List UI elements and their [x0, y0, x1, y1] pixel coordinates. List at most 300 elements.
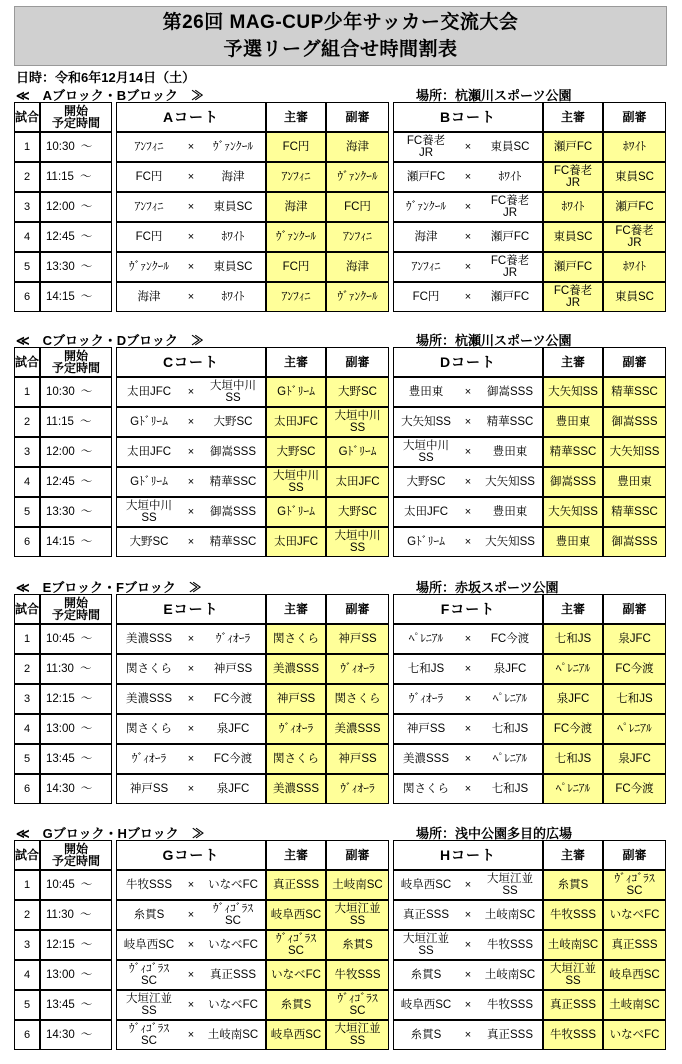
time-tilde: ～ — [80, 536, 93, 548]
match-pairing — [393, 930, 543, 960]
home-team: 大垣中川 SS — [403, 440, 449, 464]
match-number: 2 — [14, 654, 40, 684]
away-team: 東員SC — [213, 261, 253, 273]
away-team: 精華SSC — [209, 476, 257, 488]
referee-header: 主審 — [266, 594, 326, 624]
away-team: いなべFC — [208, 939, 258, 951]
match-pairing — [393, 222, 543, 252]
versus-mark: × — [464, 291, 472, 303]
assistant-referee-team: 大矢知SS — [603, 437, 666, 467]
versus-mark: × — [187, 201, 195, 213]
referee-team: 太田JFC — [266, 407, 326, 437]
time-tilde: ～ — [79, 909, 92, 921]
referee-team: 真正SSS — [266, 870, 326, 900]
away-team: いなべFC — [208, 879, 258, 891]
time-tilde: ～ — [80, 939, 93, 951]
referee-header: 主審 — [543, 594, 603, 624]
versus-mark: × — [464, 663, 472, 675]
referee-team: 大垣中川 SS — [266, 467, 326, 497]
referee-team: 豊田東 — [543, 407, 603, 437]
venue-label: 場所：杭瀬川スポーツ公園 — [416, 88, 572, 103]
assistant-referee-team: 瀬戸FC — [603, 192, 666, 222]
match-number-header: 試合 — [14, 102, 40, 132]
match-pairing — [116, 192, 266, 222]
time-value: 14:30 — [46, 1029, 75, 1041]
referee-team: ﾍﾟﾚﾆｱﾙ — [543, 654, 603, 684]
match-number: 5 — [14, 497, 40, 527]
assistant-referee-team: ｱﾝﾌｨﾆ — [326, 222, 389, 252]
assistant-referee-team: FC円 — [326, 192, 389, 222]
referee-team: 豊田東 — [543, 527, 603, 557]
home-team: 大野SC — [129, 536, 169, 548]
match-pairing — [116, 132, 266, 162]
assistant-referee-team: ｳﾞｧﾝｸｰﾙ — [326, 282, 389, 312]
versus-mark: × — [187, 693, 195, 705]
venue-label: 場所：杭瀬川スポーツ公園 — [416, 333, 572, 348]
time-value: 11:15 — [46, 171, 74, 183]
match-number: 6 — [14, 1020, 40, 1050]
time-tilde: ～ — [80, 633, 93, 645]
block-section — [14, 822, 668, 1050]
match-pairing — [116, 282, 266, 312]
assistant-referee-team: 神戸SS — [326, 744, 389, 774]
assistant-referee-header: 副審 — [326, 840, 389, 870]
match-pairing — [393, 132, 543, 162]
home-team: FC円 — [135, 171, 163, 183]
referee-team: 糸貫S — [266, 990, 326, 1020]
page-subtitle: 予選リーグ組合せ時間割表 — [223, 39, 458, 60]
match-pairing — [393, 282, 543, 312]
away-team: 御嵩SSS — [209, 446, 256, 458]
time-value: 11:15 — [46, 416, 74, 428]
match-number: 2 — [14, 900, 40, 930]
start-time — [40, 930, 112, 960]
time-tilde: ～ — [80, 291, 93, 303]
away-team: 大垣中川 SS — [210, 380, 256, 404]
versus-mark: × — [187, 476, 195, 488]
versus-mark: × — [464, 416, 472, 428]
start-time — [40, 654, 112, 684]
match-number: 5 — [14, 252, 40, 282]
home-team: 海津 — [137, 291, 161, 303]
versus-mark: × — [464, 723, 472, 735]
referee-team: ﾎﾜｲﾄ — [543, 192, 603, 222]
assistant-referee-team: ｳﾞｨｺﾞﾗｽ SC — [603, 870, 666, 900]
block-label: ≪ Gブロック・Hブロック ≫ — [16, 826, 205, 841]
referee-team: FC円 — [266, 252, 326, 282]
home-team: 太田JFC — [126, 386, 172, 398]
match-pairing — [116, 714, 266, 744]
match-pairing — [116, 437, 266, 467]
schedule-table — [14, 594, 668, 804]
match-pairing — [393, 407, 543, 437]
start-time — [40, 684, 112, 714]
home-team: 太田JFC — [403, 506, 449, 518]
assistant-referee-team: 泉JFC — [603, 744, 666, 774]
court-2-header: Fコート — [393, 594, 543, 624]
match-pairing — [393, 870, 543, 900]
home-team: 瀬戸FC — [406, 171, 446, 183]
match-number: 5 — [14, 744, 40, 774]
time-value: 10:45 — [46, 879, 75, 891]
referee-team: Gﾄﾞﾘｰﾑ — [266, 497, 326, 527]
versus-mark: × — [464, 783, 472, 795]
time-tilde: ～ — [79, 416, 92, 428]
referee-team: 東員SC — [543, 222, 603, 252]
referee-team: 土岐南SC — [543, 930, 603, 960]
time-value: 13:00 — [46, 969, 75, 981]
away-team: 御嵩SSS — [486, 386, 533, 398]
referee-team: FC養老 JR — [543, 282, 603, 312]
home-team: 糸貫S — [410, 1029, 442, 1041]
match-number-header: 試合 — [14, 840, 40, 870]
block-label: ≪ Aブロック・Bブロック ≫ — [16, 88, 204, 103]
start-time — [40, 222, 112, 252]
versus-mark: × — [187, 969, 195, 981]
match-pairing — [116, 960, 266, 990]
schedule-table — [14, 102, 668, 312]
court-1-header: Gコート — [116, 840, 266, 870]
versus-mark: × — [187, 909, 195, 921]
versus-mark: × — [464, 201, 472, 213]
away-team: FC養老 JR — [490, 195, 530, 219]
home-team: 真正SSS — [402, 909, 449, 921]
section-header — [14, 329, 668, 347]
match-pairing — [393, 714, 543, 744]
versus-mark: × — [464, 446, 472, 458]
time-value: 13:00 — [46, 723, 75, 735]
start-time — [40, 252, 112, 282]
away-team: 神戸SS — [213, 663, 253, 675]
away-team: ﾎﾜｲﾄ — [221, 291, 245, 303]
assistant-referee-team: 大垣江並 SS — [326, 1020, 389, 1050]
start-time-header: 開始 予定時間 — [40, 840, 112, 870]
away-team: ﾎﾜｲﾄ — [498, 171, 522, 183]
away-team: 七和JS — [491, 783, 529, 795]
time-value: 10:30 — [46, 141, 75, 153]
home-team: 大垣江並 SS — [403, 933, 449, 957]
versus-mark: × — [187, 446, 195, 458]
match-pairing — [393, 744, 543, 774]
start-time — [40, 497, 112, 527]
assistant-referee-team: 大野SC — [326, 377, 389, 407]
versus-mark: × — [187, 536, 195, 548]
versus-mark: × — [187, 386, 195, 398]
match-pairing — [116, 654, 266, 684]
start-time-header: 開始 予定時間 — [40, 347, 112, 377]
match-pairing — [116, 1020, 266, 1050]
away-team: 豊田東 — [492, 506, 528, 518]
time-value: 12:15 — [46, 939, 75, 951]
referee-team: 糸貫S — [543, 870, 603, 900]
away-team: 泉JFC — [216, 723, 250, 735]
referee-team: 大矢知SS — [543, 497, 603, 527]
versus-mark: × — [464, 231, 472, 243]
away-team: ﾍﾟﾚﾆｱﾙ — [492, 753, 528, 765]
versus-mark: × — [464, 536, 472, 548]
versus-mark: × — [187, 1029, 195, 1041]
assistant-referee-team: ｳﾞｨｺﾞﾗｽ SC — [326, 990, 389, 1020]
home-team: 岐阜西SC — [400, 879, 452, 891]
versus-mark: × — [464, 386, 472, 398]
away-team: 精華SSC — [209, 536, 257, 548]
assistant-referee-team: 大垣中川 SS — [326, 407, 389, 437]
versus-mark: × — [187, 291, 195, 303]
assistant-referee-team: 御嵩SSS — [603, 527, 666, 557]
start-time-header: 開始 予定時間 — [40, 102, 112, 132]
match-pairing — [393, 990, 543, 1020]
home-team: 大垣江並 SS — [126, 993, 172, 1017]
away-team: 瀬戸FC — [490, 291, 530, 303]
referee-team: ｳﾞｧﾝｸｰﾙ — [266, 222, 326, 252]
assistant-referee-team: 関さくら — [326, 684, 389, 714]
start-time — [40, 744, 112, 774]
away-team: 瀬戸FC — [490, 231, 530, 243]
match-number: 1 — [14, 870, 40, 900]
match-number: 6 — [14, 282, 40, 312]
schedule-table — [14, 347, 668, 557]
referee-team: 真正SSS — [543, 990, 603, 1020]
block-label: ≪ Cブロック・Dブロック ≫ — [16, 333, 204, 348]
home-team: 神戸SS — [406, 723, 446, 735]
away-team: 牛牧SSS — [486, 999, 533, 1011]
assistant-referee-team: ﾍﾟﾚﾆｱﾙ — [603, 714, 666, 744]
assistant-referee-team: 海津 — [326, 252, 389, 282]
referee-team: ｱﾝﾌｨﾆ — [266, 162, 326, 192]
start-time — [40, 192, 112, 222]
referee-team: FC今渡 — [543, 714, 603, 744]
time-value: 13:45 — [46, 999, 75, 1011]
start-time — [40, 624, 112, 654]
home-team: 美濃SSS — [402, 753, 449, 765]
referee-header: 主審 — [266, 347, 326, 377]
match-number: 1 — [14, 624, 40, 654]
time-value: 12:45 — [46, 476, 75, 488]
home-team: 神戸SS — [129, 783, 169, 795]
match-number: 4 — [14, 222, 40, 252]
match-pairing — [393, 497, 543, 527]
referee-team: ｱﾝﾌｨﾆ — [266, 282, 326, 312]
match-number: 2 — [14, 407, 40, 437]
match-number: 1 — [14, 132, 40, 162]
away-team: 東員SC — [490, 141, 530, 153]
court-2-header: Hコート — [393, 840, 543, 870]
home-team: 太田JFC — [126, 446, 172, 458]
home-team: 牛牧SSS — [125, 879, 172, 891]
away-team: ﾎﾜｲﾄ — [221, 231, 245, 243]
match-pairing — [393, 624, 543, 654]
schedule-table — [14, 840, 668, 1050]
assistant-referee-team: いなべFC — [603, 900, 666, 930]
versus-mark: × — [187, 999, 195, 1011]
page-title: 第26回 MAG-CUP少年サッカー交流大会 — [162, 12, 519, 33]
referee-header: 主審 — [266, 840, 326, 870]
versus-mark: × — [187, 753, 195, 765]
match-number: 3 — [14, 437, 40, 467]
referee-team: 七和JS — [543, 624, 603, 654]
referee-team: 海津 — [266, 192, 326, 222]
assistant-referee-team: 大野SC — [326, 497, 389, 527]
home-team: Gﾄﾞﾘｰﾑ — [130, 476, 168, 488]
match-pairing — [116, 684, 266, 714]
match-pairing — [116, 744, 266, 774]
assistant-referee-team: 美濃SSS — [326, 714, 389, 744]
match-number-header: 試合 — [14, 347, 40, 377]
away-team: 七和JS — [491, 723, 529, 735]
match-pairing — [116, 252, 266, 282]
match-number: 3 — [14, 192, 40, 222]
match-pairing — [393, 900, 543, 930]
time-tilde: ～ — [80, 261, 93, 273]
assistant-referee-team: 精華SSC — [603, 497, 666, 527]
home-team: ｳﾞｨｵｰﾗ — [131, 753, 167, 765]
assistant-referee-team: 岐阜西SC — [603, 960, 666, 990]
away-team: いなべFC — [208, 999, 258, 1011]
time-tilde: ～ — [80, 506, 93, 518]
home-team: ｱﾝﾌｨﾆ — [134, 141, 164, 153]
match-pairing — [393, 1020, 543, 1050]
away-team: 精華SSC — [486, 416, 534, 428]
home-team: ｳﾞｨｵｰﾗ — [408, 693, 444, 705]
referee-team: 牛牧SSS — [543, 900, 603, 930]
match-pairing — [393, 377, 543, 407]
versus-mark: × — [464, 909, 472, 921]
home-team: Gﾄﾞﾘｰﾑ — [130, 416, 168, 428]
match-pairing — [393, 654, 543, 684]
match-pairing — [393, 252, 543, 282]
assistant-referee-team: 泉JFC — [603, 624, 666, 654]
assistant-referee-team: 海津 — [326, 132, 389, 162]
home-team: 岐阜西SC — [400, 999, 452, 1011]
assistant-referee-header: 副審 — [326, 594, 389, 624]
referee-team: 関さくら — [266, 624, 326, 654]
away-team: FC今渡 — [213, 753, 253, 765]
assistant-referee-team: ﾎﾜｲﾄ — [603, 132, 666, 162]
away-team: 土岐南SC — [484, 909, 536, 921]
referee-team: 岐阜西SC — [266, 900, 326, 930]
away-team: FC今渡 — [490, 633, 530, 645]
assistant-referee-header: 副審 — [603, 102, 666, 132]
referee-header: 主審 — [543, 840, 603, 870]
start-time — [40, 407, 112, 437]
assistant-referee-header: 副審 — [603, 347, 666, 377]
time-value: 12:45 — [46, 231, 75, 243]
match-pairing — [116, 870, 266, 900]
away-team: 海津 — [221, 171, 245, 183]
assistant-referee-team: 土岐南SC — [326, 870, 389, 900]
assistant-referee-header: 副審 — [326, 102, 389, 132]
block-label: ≪ Eブロック・Fブロック ≫ — [16, 580, 202, 595]
home-team: 美濃SSS — [125, 633, 172, 645]
time-tilde: ～ — [80, 231, 93, 243]
versus-mark: × — [464, 939, 472, 951]
home-team: ｳﾞｧﾝｸｰﾙ — [405, 201, 447, 213]
versus-mark: × — [464, 476, 472, 488]
match-number: 3 — [14, 930, 40, 960]
versus-mark: × — [464, 261, 472, 273]
time-value: 12:15 — [46, 693, 75, 705]
start-time — [40, 437, 112, 467]
away-team: 大矢知SS — [485, 476, 535, 488]
assistant-referee-team: 真正SSS — [603, 930, 666, 960]
match-number: 1 — [14, 377, 40, 407]
match-number: 6 — [14, 774, 40, 804]
away-team: 牛牧SSS — [486, 939, 533, 951]
home-team: 関さくら — [126, 723, 172, 735]
away-team: ｳﾞｨｺﾞﾗｽ SC — [212, 903, 254, 927]
match-pairing — [116, 377, 266, 407]
assistant-referee-team: ﾎﾜｲﾄ — [603, 252, 666, 282]
assistant-referee-team: 大垣江並 SS — [326, 900, 389, 930]
away-team: 土岐南SC — [207, 1029, 259, 1041]
referee-team: 牛牧SSS — [543, 1020, 603, 1050]
versus-mark: × — [187, 939, 195, 951]
versus-mark: × — [187, 723, 195, 735]
match-pairing — [116, 774, 266, 804]
referee-team: 御嵩SSS — [543, 467, 603, 497]
referee-header: 主審 — [543, 102, 603, 132]
match-number: 4 — [14, 467, 40, 497]
assistant-referee-team: 御嵩SSS — [603, 407, 666, 437]
section-header — [14, 822, 668, 840]
match-number: 6 — [14, 527, 40, 557]
versus-mark: × — [464, 506, 472, 518]
start-time — [40, 162, 112, 192]
referee-team: 大垣江並 SS — [543, 960, 603, 990]
match-number: 5 — [14, 990, 40, 1020]
start-time — [40, 467, 112, 497]
assistant-referee-header: 副審 — [326, 347, 389, 377]
time-value: 14:30 — [46, 783, 75, 795]
assistant-referee-team: ｳﾞｨｵｰﾗ — [326, 654, 389, 684]
referee-team: ｳﾞｨｵｰﾗ — [266, 714, 326, 744]
assistant-referee-team: 豊田東 — [603, 467, 666, 497]
assistant-referee-header: 副審 — [603, 594, 666, 624]
home-team: 海津 — [414, 231, 438, 243]
match-number: 2 — [14, 162, 40, 192]
time-tilde: ～ — [80, 693, 93, 705]
away-team: 土岐南SC — [484, 969, 536, 981]
versus-mark: × — [464, 171, 472, 183]
assistant-referee-team: 糸貫S — [326, 930, 389, 960]
court-1-header: Cコート — [116, 347, 266, 377]
referee-team: 美濃SSS — [266, 774, 326, 804]
match-pairing — [116, 467, 266, 497]
match-pairing — [393, 527, 543, 557]
away-team: 真正SSS — [486, 1029, 533, 1041]
assistant-referee-team: ｳﾞｧﾝｸｰﾙ — [326, 162, 389, 192]
home-team: 七和JS — [407, 663, 445, 675]
referee-team: 大野SC — [266, 437, 326, 467]
assistant-referee-team: いなべFC — [603, 1020, 666, 1050]
home-team: 豊田東 — [408, 386, 444, 398]
assistant-referee-team: 精華SSC — [603, 377, 666, 407]
referee-team: 美濃SSS — [266, 654, 326, 684]
versus-mark: × — [464, 879, 472, 891]
referee-team: FC養老 JR — [543, 162, 603, 192]
home-team: ｱﾝﾌｨﾆ — [134, 201, 164, 213]
home-team: FC円 — [412, 291, 440, 303]
match-pairing — [116, 407, 266, 437]
home-team: ｳﾞｨｺﾞﾗｽ SC — [128, 963, 170, 987]
away-team: 豊田東 — [492, 446, 528, 458]
time-tilde: ～ — [80, 201, 93, 213]
home-team: 糸貫S — [133, 909, 165, 921]
match-pairing — [116, 497, 266, 527]
match-number: 4 — [14, 960, 40, 990]
venue-label: 場所：浅中公園多目的広場 — [416, 826, 573, 841]
assistant-referee-team: FC養老 JR — [603, 222, 666, 252]
